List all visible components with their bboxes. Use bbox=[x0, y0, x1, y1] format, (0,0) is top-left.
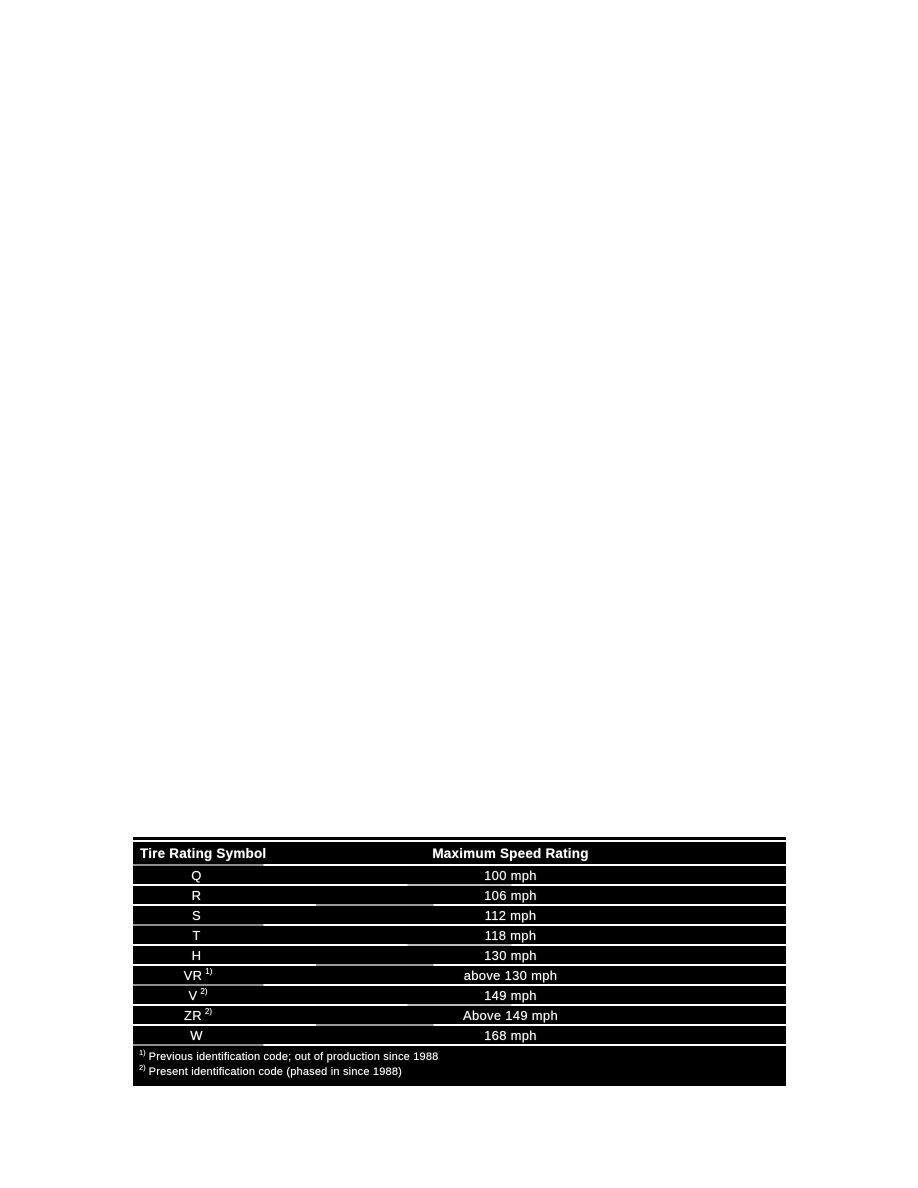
table-row bbox=[133, 966, 786, 984]
column-header-maximum-speed-rating: Maximum Speed Rating bbox=[432, 845, 589, 861]
table-row bbox=[133, 906, 786, 924]
table-body bbox=[133, 842, 786, 1086]
tire-symbol-cell: R bbox=[191, 887, 202, 903]
table-row bbox=[133, 926, 786, 944]
table-row bbox=[133, 1006, 786, 1024]
speed-rating-cell: 100 mph bbox=[484, 867, 537, 883]
speed-rating-cell: 149 mph bbox=[484, 987, 537, 1003]
footnote-2-text: Present identification code (phased in since 1988) bbox=[148, 1066, 403, 1078]
footnote-marker: 1) bbox=[205, 967, 213, 977]
tire-symbol-cell: VR $^{1)}$ bbox=[183, 967, 213, 983]
table-row bbox=[133, 866, 786, 884]
tire-symbol-cell: W bbox=[190, 1027, 203, 1043]
speed-rating-cell: 168 mph bbox=[484, 1027, 537, 1043]
speed-rating-cell: 130 mph bbox=[484, 947, 537, 963]
speed-rating-cell: 112 mph bbox=[484, 907, 537, 923]
table-top-border bbox=[133, 837, 786, 840]
tire-symbol-cell: V $^{2)}$ bbox=[188, 987, 208, 1003]
footnote-1 bbox=[139, 1050, 786, 1065]
footnote-marker: 2) bbox=[204, 1007, 213, 1017]
column-header-tire-rating-symbol: Tire Rating Symbol bbox=[140, 845, 267, 861]
tire-symbol-cell: ZR $^{2)}$ bbox=[183, 1007, 213, 1023]
speed-rating-cell: 118 mph bbox=[484, 927, 537, 943]
tire-symbol-cell: T bbox=[192, 927, 201, 943]
table-footnotes bbox=[133, 1046, 786, 1086]
speed-rating-cell: Above 149 mph bbox=[463, 1007, 558, 1023]
footnote-marker: 2) bbox=[200, 987, 208, 997]
speed-rating-cell: above 130 mph bbox=[463, 967, 558, 983]
footnote-2 bbox=[139, 1065, 786, 1080]
tire-speed-rating-table bbox=[133, 837, 786, 1086]
table-header-row bbox=[133, 842, 786, 864]
tire-symbol-cell: H bbox=[191, 947, 202, 963]
footnote-1-text: Previous identification code; out of production since 1988 bbox=[148, 1051, 439, 1063]
speed-rating-cell: 106 mph bbox=[484, 887, 537, 903]
table-row bbox=[133, 1026, 786, 1044]
table-row bbox=[133, 986, 786, 1004]
table-row bbox=[133, 946, 786, 964]
table-row bbox=[133, 886, 786, 904]
footnote-marker: 2) bbox=[139, 1063, 146, 1073]
footnote-marker: 1) bbox=[139, 1048, 146, 1058]
tire-symbol-cell: Q bbox=[191, 867, 202, 883]
tire-symbol-cell: S bbox=[192, 907, 201, 923]
